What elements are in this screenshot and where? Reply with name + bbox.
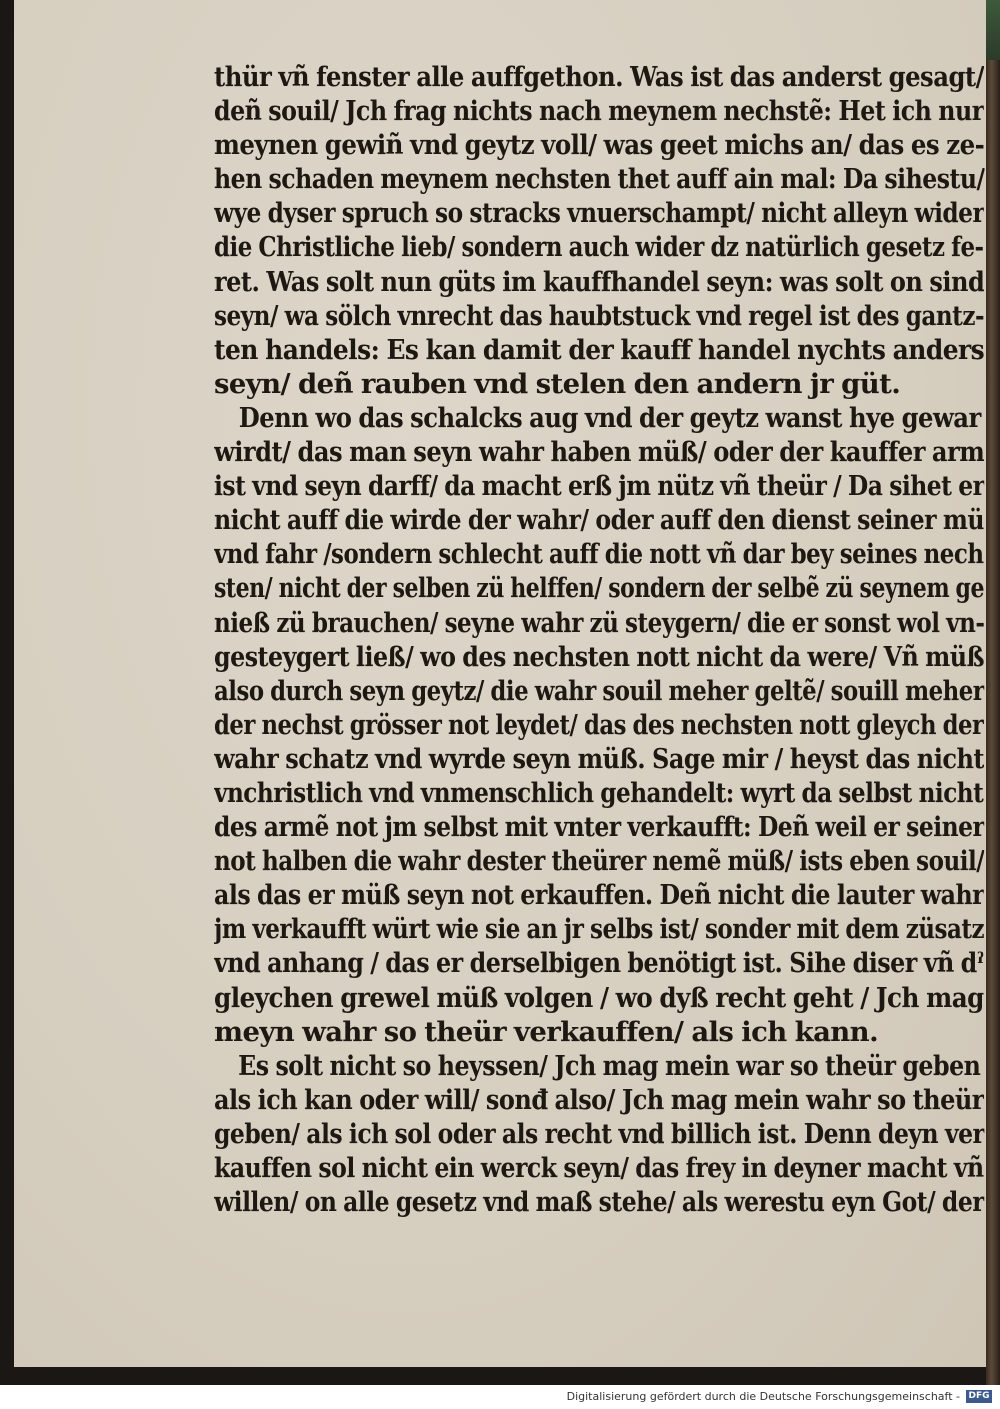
footer-credit: Digitalisierung gefördert durch die Deutsche Forschungsgemeinschaft - <box>566 1390 960 1403</box>
book-edge <box>986 0 1000 1385</box>
text-line: der nechst grösser not leydet/ das des nechsten nott gleych der <box>214 708 984 741</box>
text-line: willen/ on alle gesetz vnd maß stehe/ als werestu eyn Got/ der <box>214 1186 985 1219</box>
text-line: deñ souil/ Jch frag nichts nach meynem nechstẽ: Het ich nur <box>214 95 984 128</box>
text-line: wye dyser spruch so stracks vnuerschampt/ nicht alleyn wider <box>214 197 984 230</box>
book-cover-edge <box>986 0 1000 60</box>
text-line: also durch seyn geytz/ die wahr souil meher geltẽ/ souill meher <box>214 674 985 707</box>
text-line: vnd anhang / das er derselbigen benötigt ist. Sihe diser vñ dˀ <box>214 947 984 980</box>
text-line: Es solt nicht so heyssen/ Jch mag mein war so theür geben <box>238 1049 981 1082</box>
text-line: als ich kan oder will/ sonđ also/ Jch mag mein wahr so theür <box>214 1083 984 1116</box>
text-line: hen schaden meynem nechsten thet auff ain mal: Da sihestu/ <box>214 163 985 196</box>
text-line: gleychen grewel müß volgen / wo dyß recht geht / Jch mag <box>214 981 984 1014</box>
text-line: seyn/ wa sölch vnrecht das haubtstuck vnd regel ist des gantz- <box>214 299 985 332</box>
text-line: die Christliche lieb/ sondern auch wider dz natürlich gesetz fe- <box>214 231 984 264</box>
text-line: sten/ nicht der selben zü helffen/ sondern der selbẽ zü seynem ge <box>214 572 984 605</box>
text-line: meynen gewiñ vnd geytz voll/ was geet michs an/ das es ze- <box>214 129 984 162</box>
text-line: wirdt/ das man seyn wahr haben müß/ oder der kauffer arm <box>214 436 985 469</box>
text-line: ist vnd seyn darff/ da macht erß jm nütz vñ theür / Da sihet er <box>214 470 985 503</box>
text-line: als das er müß seyn not erkauffen. Deñ nicht die lauter wahr <box>214 879 984 912</box>
text-line: gesteygert ließ/ wo des nechsten nott nicht da were/ Vñ müß <box>214 640 984 673</box>
page-text-block <box>214 60 1000 1219</box>
text-line: vnd fahr /sondern schlecht auff die nott vñ dar bey seines nech <box>214 538 984 571</box>
text-line: wahr schatz vnd wyrde seyn müß. Sage mir / heyst das nicht <box>214 742 984 775</box>
book-page <box>14 0 986 1367</box>
text-line: vnchristlich vnd vnmenschlich gehandelt: wyrt da selbst nicht <box>214 776 984 809</box>
dfg-logo: DFG <box>966 1390 992 1403</box>
text-line: seyn/ deñ rauben vnd stelen den andern jr güt. <box>214 367 901 400</box>
text-line: kauffen sol nicht ein werck seyn/ das frey in deyner macht vñ <box>214 1152 984 1184</box>
text-line: nieß zü brauchen/ seyne wahr zü steygern/ die er sonst wol vn- <box>214 606 985 639</box>
text-line: des armẽ not jm selbst mit vnter verkaufft: Deñ weil er seiner <box>214 811 985 844</box>
text-line: not halben die wahr dester theürer nemẽ müß/ ists eben souil/ <box>214 845 985 878</box>
text-line: Denn wo das schalcks aug vnd der geytz wanst hye gewar <box>238 401 981 434</box>
text-line: nicht auff die wirde der wahr/ oder auff den dienst seiner mü <box>214 504 984 537</box>
digitization-footer <box>0 1385 1000 1409</box>
text-line: thür vñ fenster alle auffgethon. Was ist das anderst gesagt/ <box>214 61 984 93</box>
text-line: meyn wahr so theür verkauffen/ als ich kann. <box>214 1015 879 1048</box>
text-line: geben/ als ich sol oder als recht vnd billich ist. Denn deyn ver <box>214 1117 985 1150</box>
text-line: ten handels: Es kan damit der kauff handel nychts anders <box>214 333 985 366</box>
text-line: jm verkaufft würt wie sie an jr selbs ist/ sonder mit dem züsatz <box>214 913 985 946</box>
text-line: ret. Was solt nun güts im kauffhandel seyn: was solt on sind <box>214 265 984 298</box>
